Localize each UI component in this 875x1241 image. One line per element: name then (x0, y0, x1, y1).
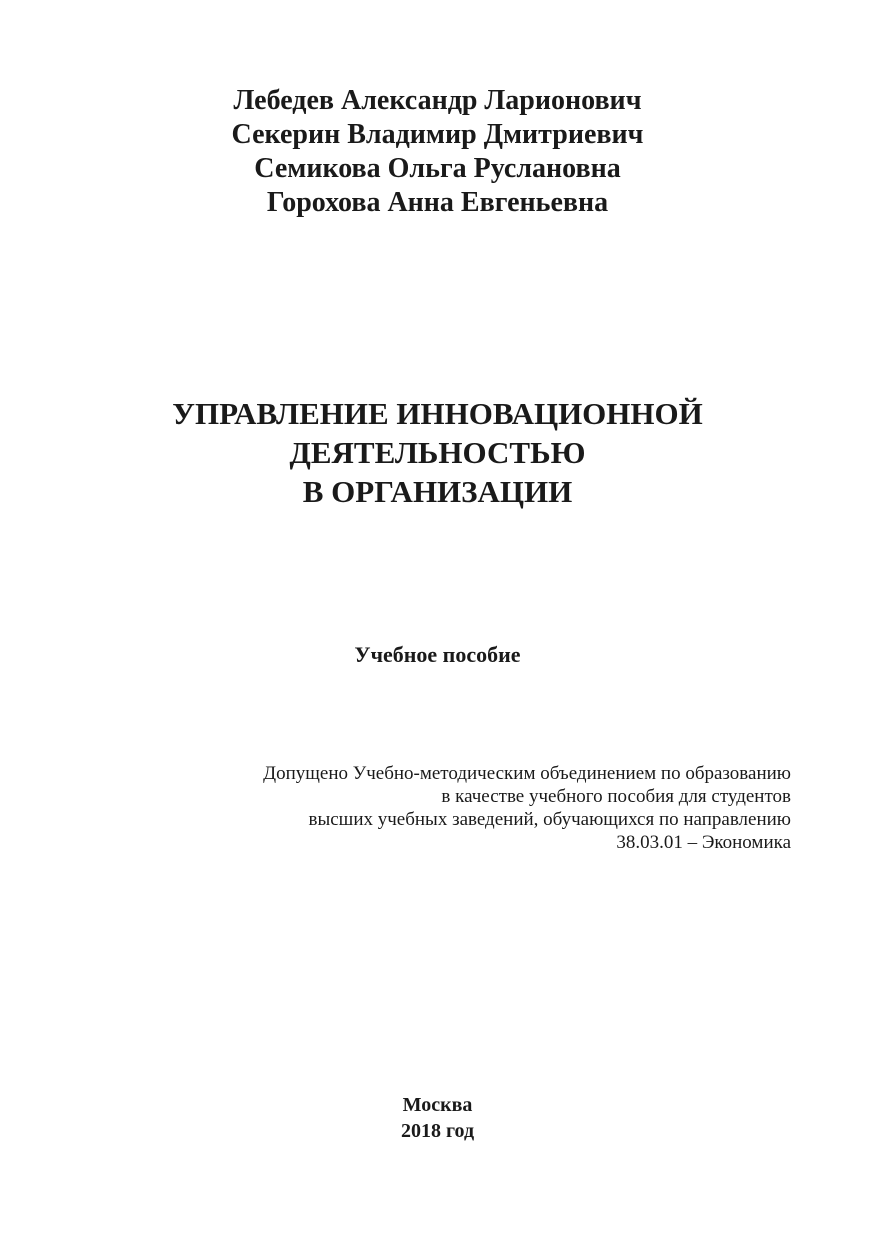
author-name: Секерин Владимир Дмитриевич (231, 119, 644, 150)
approval-line: высших учебных заведений, обучающихся по направлению (308, 809, 791, 830)
title-line: ДЕЯТЕЛЬНОСТЬЮ (289, 435, 586, 470)
imprint-city: Москва (402, 1094, 473, 1116)
approval-line: 38.03.01 – Экономика (616, 832, 791, 853)
imprint-year: 2018 год (400, 1120, 475, 1142)
imprint (0, 1092, 875, 1144)
title-line: В ОРГАНИЗАЦИИ (302, 474, 573, 509)
title-line: УПРАВЛЕНИЕ ИННОВАЦИОННОЙ (172, 396, 703, 431)
author-name: Горохова Анна Евгеньевна (266, 187, 609, 218)
approval-line: в качестве учебного пособия для студентов (441, 786, 791, 807)
approval-note (263, 762, 791, 854)
author-name: Семикова Ольга Руслановна (254, 153, 621, 184)
approval-line: Допущено Учебно-методическим объединением по образованию (263, 763, 791, 784)
author-list (0, 84, 875, 220)
book-title (0, 394, 875, 511)
author-name: Лебедев Александр Ларионович (233, 85, 642, 116)
document-type: Учебное пособие (354, 642, 521, 667)
